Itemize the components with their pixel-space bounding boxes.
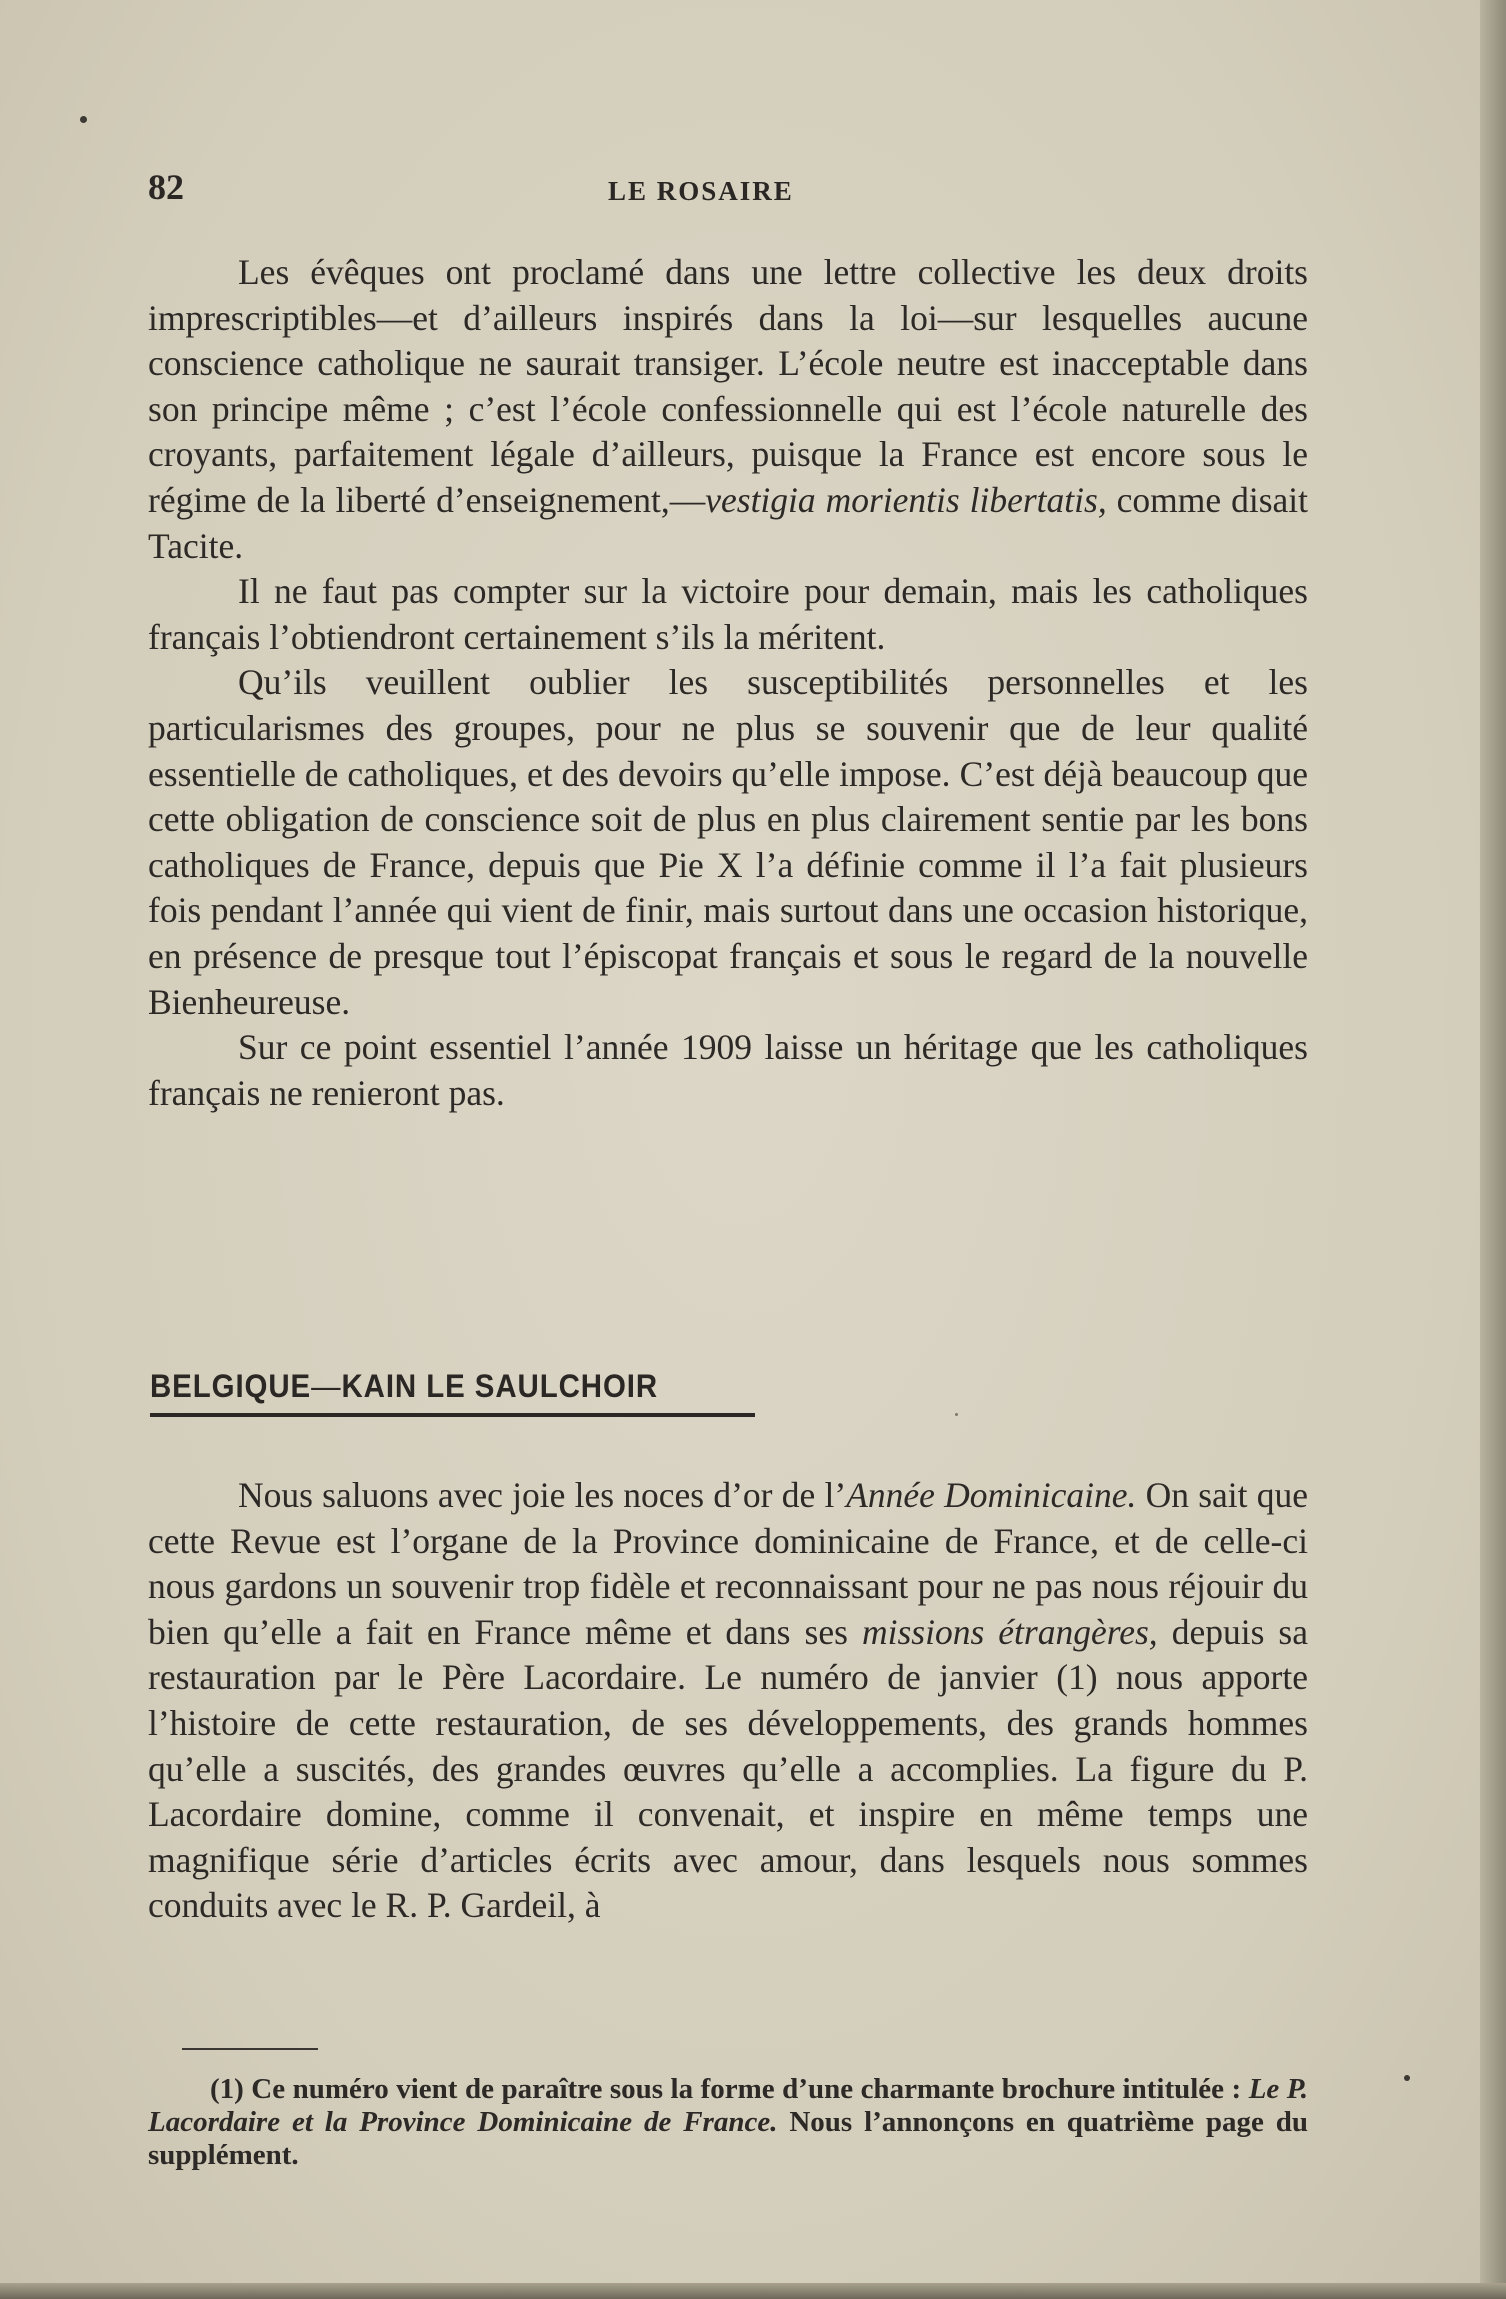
heading-underline [150,1413,755,1417]
running-title: LE ROSAIRE [608,176,794,206]
page-bottom-edge [0,2283,1506,2299]
ink-speck [955,1413,958,1416]
missions-phrase: missions étrangères, [861,1611,1158,1652]
footnote-divider [182,2048,318,2050]
footnote: (1) Ce numéro vient de paraître sous la forme d’une charmante brochure intitulée : Le P. Lacordaire et la Province Dominicaine de France. Nous l’annonçons en quatrième page du supplément. [148,2073,1309,2171]
paragraph: Nous saluons avec joie les noces d’or de l’Année Dominicaine. On sait que cette Revue est l’organe de la Province dominicaine de France, et de celle-ci nous gardons un souvenir trop fidèle et reconnaissant pour ne pas nous réjouir du bien qu’elle a fait en France même et dans ses missions étrangères, depuis sa restauration par le Père Lacordaire. Le numéro de janvier (1) nous apporte l’histoire de cette restauration, de ses développements, des grands hommes qu’elle a suscités, des grandes œuvres qu’elle a accomplies. La figure du P. Lacordaire domine, comme il convenait, et inspire en même temps une magnifique série d’articles écrits avec amour, dans lesquels nous sommes conduits avec le R. P. Gardeil, à [148,1475,1309,1926]
paragraph: Les évêques ont proclamé dans une lettre collective les deux droits imprescriptibles—et d’ailleurs inspirés dans la loi—sur lesquelles aucune conscience catholique ne saurait transiger. L’école neutre est inacceptable dans son principe même ; c’est l’école confessionnelle qui est l’école naturelle des croyants, parfaitement légale d’ailleurs, puisque la France est encore sous le régime de la liberté d’enseignement,—vestigia morientis libertatis, comme disait Tacite. [148,252,1308,566]
paragraph: Qu’ils veuillent oublier les susceptibilités personnelles et les particularismes des groupes, pour ne plus se souvenir que de leur qualité essentielle de catholiques, et des devoirs qu’elle impose. C’est déjà beaucoup que cette obligation de conscience soit de plus en plus clairement sentie par les bons catholiques de France, depuis que Pie X l’a définie comme il l’a fait plusieurs fois pendant l’année qui vient de finir, mais surtout dans une occasion historique, en présence de presque tout l’épiscopat français et sous le regard de la nouvelle Bienheureuse. [148,662,1308,1022]
article-france [148,250,1308,1116]
brochure-title: Le P. Lacordaire et la Province Dominicaine de France. [148,2073,1309,2138]
section-heading: BELGIQUE—KAIN LE SAULCHOIR [150,1368,659,1404]
review-title: Année Dominicaine. [846,1475,1137,1515]
latin-quote: vestigia morientis libertatis, [705,479,1107,520]
page-edge-shadow [1480,0,1506,2299]
page-header [148,166,1308,218]
paragraph: Il ne faut pas compter sur la victoire pour demain, mais les catholiques français l’obtiendront certainement s’ils la méritent. [148,571,1308,657]
page-number: 82 [148,167,184,207]
ink-speck [1404,2075,1410,2081]
paragraph: Sur ce point essentiel l’année 1909 laisse un héritage que les catholiques français ne renieront pas. [148,1027,1308,1113]
article-belgium [148,1473,1308,1929]
ink-speck [80,116,87,123]
